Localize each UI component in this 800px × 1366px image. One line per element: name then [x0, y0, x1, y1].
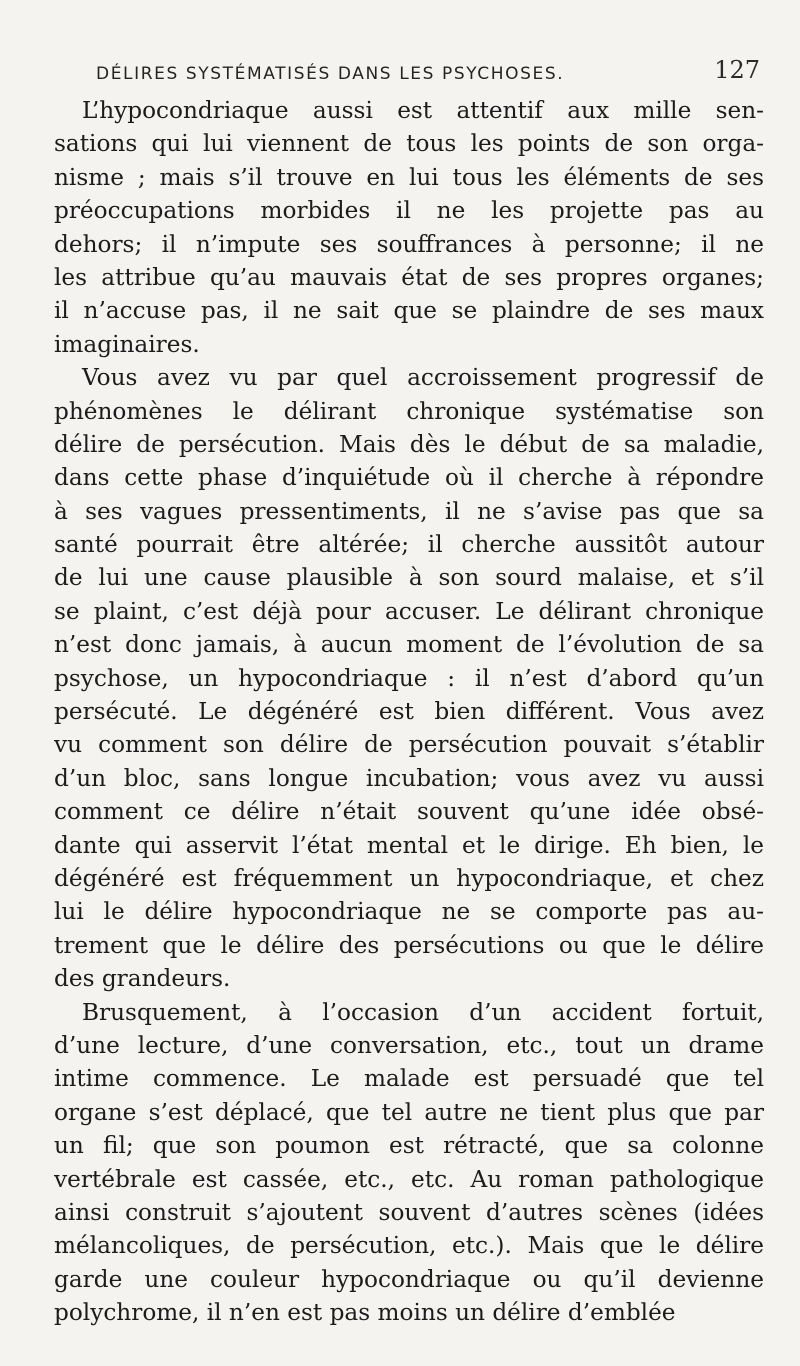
- body-text: [54, 94, 764, 1329]
- text-line: Vous avez vu par quel accroissement progressif de: [82, 364, 764, 392]
- text-line: organe s’est déplacé, que tel autre ne tient plus que par: [54, 1098, 764, 1126]
- text-line: Brusquement, à l’occasion d’un accident fortuit,: [82, 998, 764, 1026]
- text-line: n’est donc jamais, à aucun moment de l’évolution de sa: [54, 631, 764, 659]
- text-line: dégénéré est fréquemment un hypocondriaque, et chez: [54, 864, 764, 892]
- text-line: vertébrale est cassée, etc., etc. Au roman pathologique: [54, 1165, 764, 1193]
- text-line: sations qui lui viennent de tous les points de son orga-: [54, 130, 764, 158]
- running-title: DÉLIRES SYSTÉMATISÉS DANS LES PSYCHOSES.: [96, 64, 565, 84]
- text-line: un fil; que son poumon est rétracté, que sa colonne: [54, 1132, 764, 1160]
- text-line: polychrome, il n’en est pas moins un délire d’emblée: [54, 1299, 676, 1327]
- text-line: dehors; il n’impute ses souffrances à personne; il ne: [54, 230, 764, 258]
- text-line: à ses vagues pressentiments, il ne s’avise pas que sa: [54, 497, 764, 525]
- text-line: L’hypocondriaque aussi est attentif aux mille sen-: [82, 97, 764, 124]
- text-line: imaginaires.: [54, 330, 200, 358]
- text-line: intime commence. Le malade est persuadé que tel: [54, 1065, 764, 1093]
- text-line: les attribue qu’au mauvais état de ses propres organes;: [54, 263, 764, 291]
- text-line: lui le délire hypocondriaque ne se comporte pas au-: [54, 898, 764, 926]
- page-number: 127: [714, 56, 760, 84]
- text-line: délire de persécution. Mais dès le début de sa maladie,: [54, 430, 764, 458]
- text-line: dante qui asservit l’état mental et le dirige. Eh bien, le: [54, 831, 764, 859]
- text-line: d’une lecture, d’une conversation, etc., tout un drame: [54, 1031, 764, 1059]
- text-line: il n’accuse pas, il ne sait que se plaindre de ses maux: [54, 297, 764, 325]
- text-line: préoccupations morbides il ne les projette pas au: [54, 197, 764, 225]
- text-line: garde une couleur hypocondriaque ou qu’il devienne: [54, 1265, 764, 1293]
- text-line: trement que le délire des persécutions ou que le délire: [54, 931, 764, 959]
- text-line: santé pourrait être altérée; il cherche aussitôt autour: [54, 531, 764, 559]
- text-line: mélancoliques, de persécution, etc.). Mais que le délire: [54, 1232, 764, 1260]
- text-line: phénomènes le délirant chronique systématise son: [54, 397, 764, 425]
- text-line: se plaint, c’est déjà pour accuser. Le délirant chronique: [54, 597, 764, 625]
- text-line: ainsi construit s’ajoutent souvent d’autres scènes (idées: [54, 1198, 764, 1226]
- text-line: comment ce délire n’était souvent qu’une idée obsé-: [54, 798, 764, 826]
- text-line: dans cette phase d’inquiétude où il cherche à répondre: [54, 464, 764, 492]
- text-line: de lui une cause plausible à son sourd malaise, et s’il: [54, 564, 764, 592]
- text-line: psychose, un hypocondriaque : il n’est d’abord qu’un: [54, 664, 764, 692]
- text-line: vu comment son délire de persécution pouvait s’établir: [54, 731, 764, 759]
- text-line: nisme ; mais s’il trouve en lui tous les éléments de ses: [54, 163, 764, 191]
- text-line: des grandeurs.: [54, 965, 231, 993]
- text-line: persécuté. Le dégénéré est bien différent. Vous avez: [54, 698, 764, 726]
- running-head: [54, 46, 764, 94]
- text-line: d’un bloc, sans longue incubation; vous avez vu aussi: [54, 764, 764, 792]
